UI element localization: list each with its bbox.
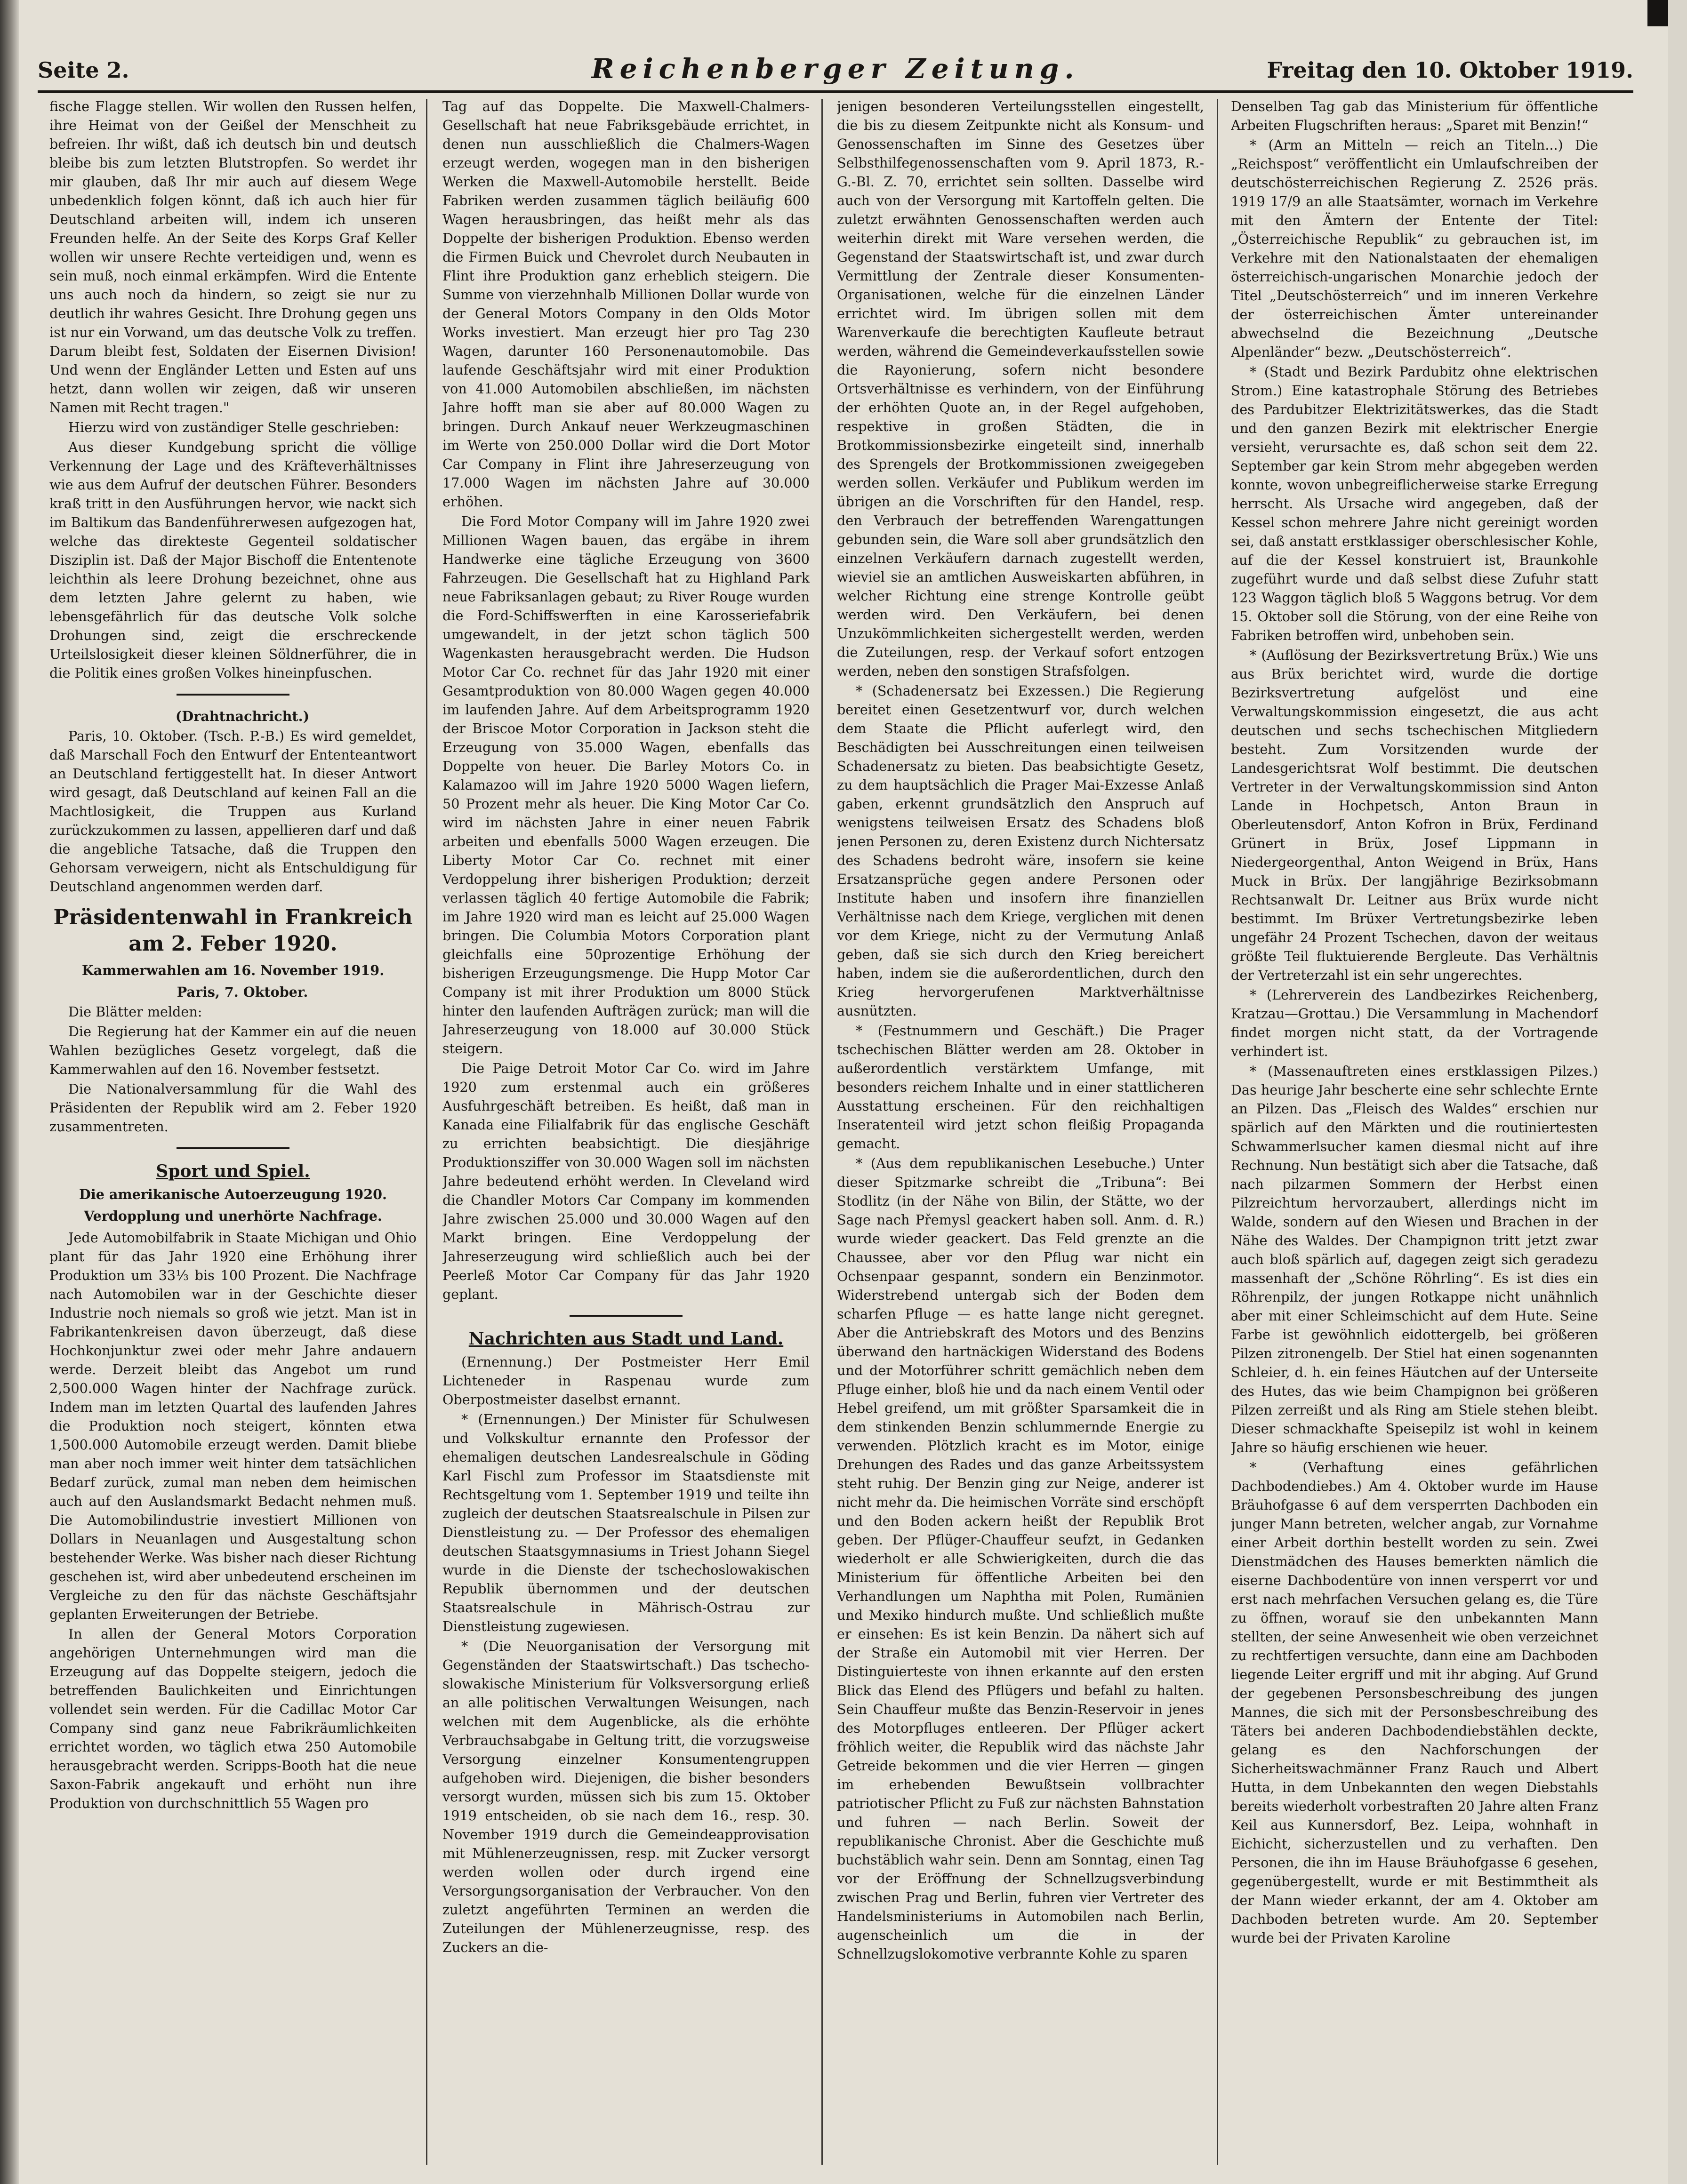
paragraph: * (Schadenersatz bei Exzessen.) Die Regierung bereitet einen Gesetzentwurf vor, durch welchen dem Staate die Pflicht auferlegt wird, den Beschädigten bei Ausschreitungen einen teilweisen Schadenersatz zu bieten. Das beabsichtigte Gesetz, zu dem hauptsächlich die Prager Mai-Exzesse Anlaß gaben, erkennt grundsätzlich den Anspruch auf wenigstens teilweisen Ersatz des Schadens bloß jenen Personen zu, deren Existenz durch Nichtersatz des Schadens bedroht wäre, insofern sie keine Ersatzansprüche gegen andere Personen oder Institute haben und insofern ihre finanziellen Verhältnisse nach dem Kriege, verglichen mit denen vor dem Kriege, nicht zu der Vermutung Anlaß geben, daß sie sich durch den Krieg bereichert haben, indem sie die außerordentlichen, durch den Krieg hervorgerufenen Marktverhältnisse ausnützten. <box>837 683 1204 1019</box>
column-divider <box>821 99 823 2165</box>
paragraph: jenigen besonderen Verteilungsstellen eingestellt, die bis zu diesem Zeitpunkte nicht als Konsum- und Genossenschaften im Sinne des Gesetzes über Selbsthilfegenossenschaften vom 9. April 1873, R.-G.-Bl. Z. 70, errichtet sein sollten. Dasselbe wird auch von der Versorgung mit Kartoffeln gelten. Die zuletzt erwähnten Genossenschaften werden auch weiterhin direkt mit Ware versehen werden, die Gegenstand der Staatswirtschaft ist, und zwar durch Vermittlung der Zentrale dieser Konsumenten-Organisationen, welche für die einzelnen Länder errichtet wird. Im übrigen sollen mit dem Warenverkaufe die berechtigten Kaufleute betraut werden, während die Gemeindeverkaufsstellen sowie die Rayonierung, sofern nicht besondere Ortsverhältnisse es verhindern, von der Einführung der erhöhten Quote an, in der Regel aufgehoben, respektive in großen Städten, die in Brotkommissionsbezirke eingeteilt sind, innerhalb des Sprengels der Brotkommissionen zweigegeben werden sollen. Verkäufer und Publikum werden im übrigen an die Vorschriften für den Handel, resp. den Verbrauch der betreffenden Warengattungen gebunden sein, die Ware soll aber grundsätzlich den einzelnen Verkäufern darnach zugestellt werden, wieviel sie an amtlichen Ausweiskarten abführen, in welcher Richtung eine strenge Kontrolle geübt werden wird. Den Verkäufern, bei denen Unzukömmlichkeiten sichergestellt werden, werden die Zuteilungen, resp. der Verkauf sofort entzogen werden, neben den sonstigen Strafsfolgen. <box>837 98 1204 679</box>
paragraph: Aus dieser Kundgebung spricht die völlige Verkennung der Lage und des Kräfteverhältnisses wie aus dem Aufruf der deutschen Führer. Besonders kraß tritt in den Ausführungen hervor, wie nackt sich im Baltikum das Bandenführerwesen aufgezogen hat, welche das direkteste Gegenteil soldatischer Disziplin ist. Daß der Major Bischoff die Ententenote leichthin als leere Drohung bezeichnet, ohne aus dem letzten Jahre gelernt zu haben, wie lebensgefährlich für das deutsche Volk solche Drohungen sind, zeigt die erschreckende Urteilslosigkeit dieser kleinen Söldnerführer, die in die Politik eines großen Volkes hineinpfuschen. <box>49 439 417 681</box>
article-headline: Die amerikanische Autoerzeugung 1920. <box>79 1186 387 1202</box>
paragraph: (Ernennung.) Der Postmeister Herr Emil Lichteneder in Raspenau wurde zum Oberpostmeister daselbst ernannt. <box>442 1354 810 1408</box>
paragraph: Jede Automobilfabrik in Staate Michigan und Ohio plant für das Jahr 1920 eine Erhöhung ihrer Produktion um 33⅓ bis 100 Prozent. Die Nachfrage nach Automobilen war in der Geschichte dieser Industrie noch niemals so groß wie jetzt. Man ist in Fabrikantenkreisen davon überzeugt, daß diese Hochkonjunktur zwei oder mehr Jahre andauern werde. Derzeit bleibt das Angebot um rund 2,500.000 Wagen hinter der Nachfrage zurück. Indem man im letzten Quartal des laufenden Jahres die Produktion noch steigert, könnten etwa 1,500.000 Automobile erzeugt werden. Damit bliebe man aber noch immer weit hinter dem tatsächlichen Bedarf zurück, zumal man neben dem heimischen auch auf den Auslandsmarkt Bedacht nehmen muß. Die Automobilindustrie investiert Millionen von Dollars in Neuanlagen und Ausgestaltung schon bestehender Werke. Was bisher nach dieser Richtung geschehen ist, wird aber unbedeutend erscheinen im Vergleiche zu den für das nächste Geschäftsjahr geplanten Erweiterungen der Betriebe. <box>49 1230 417 1622</box>
paragraph: * (Ernennungen.) Der Minister für Schulwesen und Volkskultur ernannte den Professor der ehemaligen deutschen Landesrealschule in Göding Karl Fischl zum Professor im Staatsdienste mit Rechtsgeltung vom 1. September 1919 und teilte ihn zugleich der deutschen Staatsrealschule in Pilsen zur Dienstleistung zu. — Der Professor des ehemaligen deutschen Staatsgymnasiums in Triest Johann Siegel wurde in die Dienste der tschechoslowakischen Republik übernommen und der deutschen Staatsrealschule in Mährisch-Ostrau zur Dienstleistung zugewiesen. <box>442 1411 810 1634</box>
paragraph: * (Lehrerverein des Landbezirkes Reichenberg, Kratzau—Grottau.) Die Versammlung in Machendorf findet morgen nicht statt, da der Vortragende verhindert ist. <box>1231 987 1598 1059</box>
column-4 <box>1231 97 1598 2158</box>
paragraph: Die Blätter melden: <box>68 1004 202 1020</box>
column-1 <box>49 97 417 2158</box>
section-rule <box>177 694 289 696</box>
column-divider <box>426 99 427 2165</box>
article-subheadline: Verdopplung und unerhörte Nachfrage. <box>84 1208 382 1224</box>
page-number: Seite 2. <box>38 57 129 83</box>
column-2 <box>442 97 810 2158</box>
scan-gutter <box>0 0 19 2184</box>
column-divider <box>1217 99 1218 2165</box>
section-rule <box>177 1147 289 1149</box>
section-heading: Sport und Spiel. <box>156 1161 310 1181</box>
paragraph: Die Ford Motor Company will im Jahre 1920 zwei Millionen Wagen bauen, das ergäbe in ihrem Handwerke eine tägliche Erzeugung von 3600 Fahrzeugen. Die Gesellschaft hat zu Highland Park neue Fabriksanlagen gebaut; zu River Rouge wurden die Ford-Schiffswerften in eine Karosseriefabrik umgewandelt, in der jetzt schon täglich 500 Wagenkasten herausgebracht werden. Die Hudson Motor Car Co. rechnet für das Jahr 1920 mit einer Gesamtproduktion von 80.000 Wagen gegen 40.000 im laufenden Jahre. Auf dem Arbeitsprogramm 1920 der Briscoe Motor Corporation in Jackson steht die Erzeugung von 35.000 Wagen, ebenfalls das Doppelte von heuer. Die Barley Motors Co. in Kalamazoo will im Jahre 1920 5000 Wagen liefern, 50 Prozent mehr als heuer. Die King Motor Car Co. wird im nächsten Jahre in einer neuen Fabrik arbeiten und ebenfalls 5000 Wagen erzeugen. Die Liberty Motor Car Co. rechnet mit einer Verdoppelung ihrer bisherigen Produktion; derzeit verlassen täglich 40 fertige Automobile die Fabrik; im Jahre 1920 wird man es leicht auf 25.000 Wagen bringen. Die Columbia Motors Corporation plant gleichfalls eine 50prozentige Erhöhung der bisherigen Erzeugungsmenge. Die Hupp Motor Car Company ist mit ihrer Produktion um 8000 Stück hinter den laufenden Aufträgen zurück; man will die Jahreserzeugung von 18.000 auf 30.000 Stück steigern. <box>442 513 810 1056</box>
dateline-note: (Drahtnachricht.) <box>175 708 310 724</box>
paragraph: Hierzu wird von zuständiger Stelle geschrieben: <box>68 419 399 435</box>
article-subheadline: Kammerwahlen am 16. November 1919. <box>81 962 385 978</box>
paragraph: * (Verhaftung eines gefährlichen Dachbodendiebes.) Am 4. Oktober wurde im Hause Bräuhofgasse 6 auf dem versperrten Dachboden ein junger Mann betreten, welcher angab, zur Vornahme einer Arbeit dorthin bestellt worden zu sein. Zwei Dienstmädchen des Hauses bemerkten nämlich die eiserne Dachbodentüre von innen versperrt vor und erst nach mehrfachen Versuchen gelang es, die Türe zu öffnen, worauf sie den unbekannten Mann stellten, der seine Anwesenheit wie oben verzeichnet zu rechtfertigen versuchte, dann eine am Dachboden liegende Leiter ergriff und mit ihr abging. Auf Grund der gegebenen Personsbeschreibung des jungen Mannes, die sich mit der Personsbeschreibung des Täters bei anderen Dachbodendiebstählen deckte, gelang es den Nachforschungen der Sicherheitswachmänner Franz Rauch und Albert Hutta, in dem Unbekannten den wegen Diebstahls bereits wiederholt vorbestraften 20 Jahre alten Franz Keil aus Kunnersdorf, Bez. Leipa, wohnhaft in Eichicht, sicherzustellen und zu verhaften. Den Personen, die ihn im Hause Bräuhofgasse 6 gesehen, gegenübergestellt, wurde er mit Bestimmtheit als der Mann wieder erkannt, der am 4. Oktober am Dachboden betreten wurde. Am 20. September wurde bei der Privaten Karoline <box>1231 1459 1598 1946</box>
paragraph: Die Nationalversammlung für die Wahl des Präsidenten der Republik wird am 2. Feber 1920 zusammentreten. <box>49 1081 417 1135</box>
column-3 <box>837 97 1204 2158</box>
masthead-title: Reichenberger Zeitung. <box>591 53 1080 85</box>
paragraph: In allen der General Motors Corporation angehörigen Unternehmungen wird man die Erzeugung auf das Doppelte steigern, jedoch die betreffenden Baulichkeiten und Einrichtungen vollendet sein werden. Für die Cadillac Motor Car Company sind ganz neue Fabrikräumlichkeiten errichtet worden, wo täglich etwa 250 Automobile herausgebracht werden. Scripps-Booth hat die neue Saxon-Fabrik angekauft und erhöht nun ihre Produktion von durchschnittlich 55 Wagen pro <box>49 1626 417 1811</box>
paragraph: Tag auf das Doppelte. Die Maxwell-Chalmers-Gesellschaft hat neue Fabriksgebäude errichtet, in denen nun ausschließlich die Chalmers-Wagen erzeugt werden, wogegen man in den bisherigen Werken die Maxwell-Automobile herstellt. Beide Fabriken werden zusammen täglich beiläufig 600 Wagen herausbringen, das heißt mehr als das Doppelte der bisherigen Produktion. Ebenso werden die Firmen Buick und Chevrolet durch Neubauten in Flint ihre Produktion ganz erheblich steigern. Die Summe von vierzehnhalb Millionen Dollar wurde von der General Motors Company in den Olds Motor Works investiert. Man erzeugt hier pro Tag 230 Wagen, darunter 160 Personenautomobile. Das laufende Geschäftsjahr wird mit einer Produktion von 41.000 Automobilen abschließen, im nächsten Jahre hofft man sie aber auf 80.000 Wagen zu bringen. Durch Ankauf neuer Werkzeugmaschinen im Werte von 250.000 Dollar wird die Dort Motor Car Company in Flint ihre Jahreserzeugung von 17.000 Wagen im nächsten Jahre auf 30.000 erhöhen. <box>442 98 810 510</box>
paragraph: * (Aus dem republikanischen Lesebuche.) Unter dieser Spitzmarke schreibt die „Tribuna“: Bei Stodlitz (in der Nähe von Bilin, der Stätte, wo der Sage nach Přemysl geackert haben soll. Anm. d. R.) wurde wieder geackert. Das Feld grenzte an die Chaussee, aber vor den Pflug war nicht ein Ochsenpaar gespannt, sondern ein Benzinmotor. Widerstrebend untergab sich der Boden dem scharfen Pfluge — es hatte lange nicht geregnet. Aber die Antriebskraft des Motors und des Benzins überwand den hartnäckigen Widerstand des Bodens und der Motorführer schritt gemächlich neben dem Pfluge einher, bloß hie und da nach einem Ventil oder Hebel greifend, um mit größter Sparsamkeit die in dem stinkenden Benzin schlummernde Energie zu verwenden. Plötzlich kracht es im Motor, einige Drehungen des Rades und das ganze Arbeitssystem steht ruhig. Der Benzin ging zur Neige, anderer ist nicht mehr da. Die heimischen Vorräte sind erschöpft und den Boden ackern heißt der Republik Brot geben. Der Pflüger-Chauffeur seufzt, in Gedanken wiederholt er alle Schwierigkeiten, durch die das Ministerium für öffentliche Arbeiten bei den Verhandlungen um Naphtha mit Polen, Rumänien und Mexiko hindurch mußte. Und schließlich mußte er einsehen: Es ist kein Benzin. Da nähert sich auf der Straße ein Automobil mit vier Herren. Der Distinguierteste von ihnen erkannte auf den ersten Blick das Elend des Pflügers und befahl zu halten. Sein Chauffeur mußte das Benzin-Reservoir in jenes des Motorpfluges entleeren. Der Pflüger ackert fröhlich weiter, die Republik wird das nächste Jahr Getreide bekommen und die vier Herren — gingen im erhebenden Bewußtsein vollbrachter patriotischer Pflicht zu Fuß zur nächsten Bahnstation und fuhren — nach Berlin. Soweit der republikanische Chronist. Aber die Geschichte muß buchstäblich wahr sein. Denn am Sonntag, einen Tag vor der Eröffnung der Schnellzugsverbindung zwischen Prag und Berlin, fuhren vier Vertreter des Handelsministeriums in Automobilen nach Berlin, augenscheinlich um die in der Schnellzugslokomotive verbrannte Kohle zu sparen <box>837 1155 1204 1962</box>
page-header <box>38 53 1633 90</box>
paragraph: Die Regierung hat der Kammer ein auf die neuen Wahlen bezügliches Gesetz vorgelegt, daß die Kammerwahlen auf den 16. November festsetzt. <box>49 1024 417 1077</box>
header-rule <box>38 90 1633 93</box>
issue-date: Freitag den 10. Oktober 1919. <box>1267 57 1633 83</box>
paragraph: Denselben Tag gab das Ministerium für öffentliche Arbeiten Flugschriften heraus: „Sparet mit Benzin!“ <box>1231 98 1598 133</box>
paragraph: Paris, 10. Oktober. (Tsch. P.-B.) Es wird gemeldet, daß Marschall Foch den Entwurf der Ententeantwort an Deutschland fertiggestellt hat. In dieser Antwort wird gesagt, daß Deutschland auf keinen Fall an die Machtlosigkeit, die Truppen aus Kurland zurückzukommen zu lassen, appellieren darf und daß die angebliche Tatsache, daß die Truppen den Gehorsam verweigern, nicht als Entschuldigung für Deutschland angenommen werden darf. <box>49 728 417 895</box>
paragraph: * (Arm an Mitteln — reich an Titeln...) Die „Reichspost“ veröffentlicht ein Umlaufschreiben der deutschösterreichischen Regierung Z. 2526 präs. 1919 17/9 an alle Staatsämter, wornach im Verkehre mit den Ämtern der Entente der Titel: „Österreichische Republik“ zu gebrauchen ist, im Verkehre mit den Nationalstaaten der ehemaligen österreichisch-ungarischen Monarchie jedoch der Titel „Deutschösterreich“ und im inneren Verkehre der österreichischen Ämter untereinander abwechselnd die Bezeichnung „Deutsche Alpenländer“ bezw. „Deutschösterreich“. <box>1231 137 1598 360</box>
article-headline: Präsidentenwahl in Frankreich am 2. Feber 1920. <box>53 905 413 956</box>
paragraph: * (Massenauftreten eines erstklassigen Pilzes.) Das heurige Jahr bescherte eine sehr schlechte Ernte an Pilzen. Das „Fleisch des Waldes“ erschien nur spärlich auf den Märkten und die routiniertesten Schwammerlsucher kamen diesmal nicht auf ihre Rechnung. Nun bestätigt sich aber die Tatsache, daß nach pilzarmen Sommern der Herbst einen Pilzreichtum hervorzaubert, allerdings nicht im Walde, sondern auf den Wiesen und Brachen in der Nähe des Waldes. Der Champignon tritt jetzt zwar auch bloß spärlich auf, dagegen zeigt sich geradezu massenhaft der „Schöne Röhrling“. Es ist dies ein Röhrenpilz, der jungen Rotkappe nicht unähnlich aber mit einer Schleimschicht auf dem Hute. Seine Farbe ist gewöhnlich eidottergelb, bei größeren Pilzen zitronengelb. Der Stiel hat einen sogenannten Schleier, d. h. ein feines Häutchen auf der Unterseite des Hutes, das wie beim Champignon bei größeren Pilzen zerreißt und als Ring am Stiele stehen bleibt. Dieser schmackhafte Speisepilz ist wohl in keinem Jahre so häufig erschienen wie heuer. <box>1231 1063 1598 1456</box>
paragraph: fische Flagge stellen. Wir wollen den Russen helfen, ihre Heimat von der Geißel der Menschheit zu befreien. Ihr wißt, daß ich deutsch bin und deutsch bleibe bis zum letzten Blutstropfen. So werdet ihr mir glauben, daß Ihr mir auch auf diesem Wege unbedenklich folgen könnt, daß ich auch hier für Deutschland arbeiten will, indem ich unseren Freunden helfe. An der Seite des Korps Graf Keller wollen wir unsere Rechte verteidigen und, wenn es sein muß, noch einmal erkämpfen. Wird die Entente uns auch noch da hindern, so zeigt sie nur zu deutlich ihr wahres Gesicht. Ihre Drohung gegen uns ist nur ein Vorwand, um das deutsche Volk zu treffen. Darum bleibt fest, Soldaten der Eisernen Division! Und wenn der Engländer Letten und Esten auf uns hetzt, dann wollen wir zeigen, daß wir unseren Namen mit Recht tragen." <box>49 98 417 416</box>
paragraph: * (Stadt und Bezirk Pardubitz ohne elektrischen Strom.) Eine katastrophale Störung des Betriebes des Pardubitzer Elektrizitätswerkes, das die Stadt und den ganzen Bezirk mit elektrischer Energie versieht, verursachte es, daß schon seit dem 22. September gar kein Strom mehr abgegeben werden konnte, wovon unbegreiflicherweise starke Erregung herrscht. Als Ursache wird angegeben, daß der Kessel schon mehrere Jahre nicht gereinigt worden sei, daß anstatt erstklassiger oberschlesischer Kohle, auf die der Kessel konstruiert ist, Braunkohle zugeführt wurde und daß selbst diese Zufuhr statt 123 Waggon täglich bloß 5 Waggons betrug. Vor dem 15. Oktober soll die Störung, von der eine Reihe von Fabriken betroffen wird, unbehoben sein. <box>1231 364 1598 643</box>
section-heading: Nachrichten aus Stadt und Land. <box>468 1329 784 1349</box>
dateline: Paris, 7. Oktober. <box>177 984 308 1000</box>
paragraph: * (Die Neuorganisation der Versorgung mit Gegenständen der Staatswirtschaft.) Das tschecho-slowakische Ministerium für Volksversorgung erließ an alle politischen Verwaltungen Weisungen, nach welchen mit dem Augenblicke, als die erhöhte Verbrauchsabgabe in Geltung tritt, die vorzugsweise Versorgung einzelner Konsumentengruppen aufgehoben wird. Diejenigen, die bisher besonders versorgt wurden, müssen sich bis zum 15. Oktober 1919 entscheiden, ob sie nach dem 16., resp. 30. November 1919 durch die Gemeindeapprovisation mit Mühlenerzeugnissen, resp. mit Zucker versorgt werden wollen oder durch irgend eine Versorgungsorganisation der Verbraucher. Von den zuletzt angeführten Terminen an werden die Zuteilungen der Mühlenerzeugnisse, resp. des Zuckers an die- <box>442 1638 810 1955</box>
paragraph: * (Festnummern und Geschäft.) Die Prager tschechischen Blätter werden am 28. Oktober in außerordentlich verstärktem Umfange, mit besonders reichem Inhalte und in einer stattlicheren Ausstattung erscheinen. Für den reichhaltigen Inseratenteil wird jetzt schon fleißig Propaganda gemacht. <box>837 1023 1204 1152</box>
paragraph: * (Auflösung der Bezirksvertretung Brüx.) Wie uns aus Brüx berichtet wird, wurde die dortige Bezirksvertretung aufgelöst und eine Verwaltungskommission eingesetzt, die aus acht deutschen und sechs tschechischen Mitgliedern besteht. Zum Vorsitzenden wurde der Landesgerichtsrat Wolf bestimmt. Die deutschen Vertreter in der Verwaltungskommission sind Anton Lande in Hochpetsch, Anton Braun in Oberleutensdorf, Anton Kofron in Brüx, Ferdinand Grünert in Brüx, Josef Lippmann in Niedergeorgenthal, Anton Weigend in Brüx, Hans Muck in Brüx. Der langjährige Bezirksobmann Rechtsanwalt Dr. Leitner aus Brüx wurde nicht bestimmt. Im Brüxer Vertretungsbezirke leben ungefähr 24 Prozent Tschechen, davon der weitaus größte Teil fluktuierende Bergleute. Das Verhältnis der Vertreterzahl ist ein sehr ungerechtes. <box>1231 647 1598 983</box>
paragraph: Die Paige Detroit Motor Car Co. wird im Jahre 1920 zum erstenmal auch ein größeres Ausfuhrgeschäft betreiben. Es heißt, daß man in Kanada eine Filialfabrik für das englische Geschäft zu errichten beabsichtigt. Die diesjährige Produktionsziffer von 30.000 Wagen soll im nächsten Jahre bedeutend erhöht werden. In Cleveland wird die Chandler Motors Car Company im kommenden Jahre zwischen 25.000 und 30.000 Wagen auf den Markt bringen. Eine Verdoppelung der Jahreserzeugung wird schließlich auch bei der Peerleß Motor Car Company für das Jahr 1920 geplant. <box>442 1060 810 1302</box>
section-rule <box>570 1315 683 1317</box>
scan-corner-mark <box>1647 0 1668 26</box>
